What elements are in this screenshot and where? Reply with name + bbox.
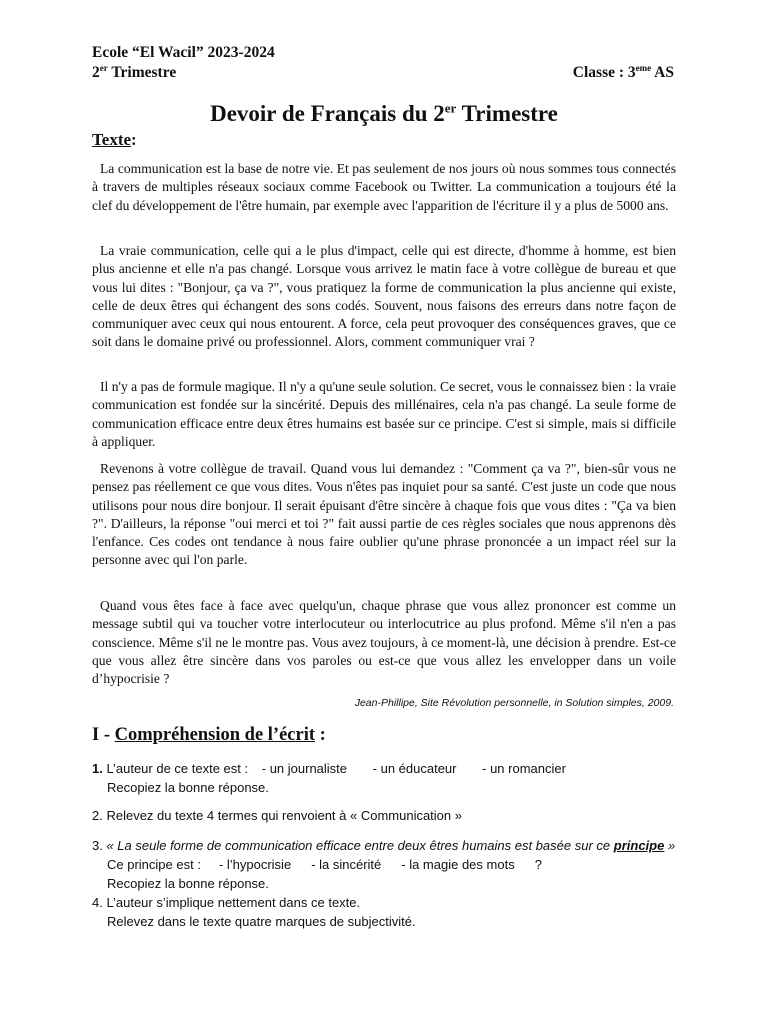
question-number: 1. bbox=[92, 761, 103, 776]
paragraph-5 bbox=[92, 597, 676, 688]
option-romancier: - un romancier bbox=[482, 761, 566, 776]
paragraph-3 bbox=[92, 378, 676, 451]
question-instruction: Relevez dans le texte quatre marques de subjectivité. bbox=[107, 914, 416, 929]
paragraph-text: Revenons à votre collègue de travail. Quand vous lui demandez : "Comment ça va ?", bien-sûr vous ne pensez pas réellement ce que vous dites. Vous n'êtes pas inquiet pour sa santé. C'est juste un code que nous utilisons pour nous dire bonjour. Il serait épuisant d'être sincère à chaque fois que vous dites : "Ça va bien ?". D'ailleurs, la réponse "oui merci et toi ?" fait aussi partie de ces règles sociales que nous apprenons dès l'enfance. Ces codes ont tendance à nous faire oublier qu'une phrase prononcée a un impact réel sur la personne avec qui l'on parle. bbox=[92, 461, 676, 568]
question-prompt: Ce principe est : bbox=[107, 857, 201, 872]
text-label: Texte bbox=[92, 130, 132, 149]
paragraph-text: Quand vous êtes face à face avec quelqu'un, chaque phrase que vous allez prononcer est comme un message subtil qui va toucher votre interlocuteur ou interlocutrice au plus profond. Même s'il n'en a pas conscience. Même s'il ne le montre pas. Vous avez toujours, à ce moment-là, une décision à prendre. Est-ce que vous allez être sincère dans vos paroles ou est-ce que vous allez les envelopper dans un voile d’hypocrisie ? bbox=[92, 598, 676, 687]
question-number: 2. bbox=[92, 808, 103, 823]
option-magie-des-mots: - la magie des mots bbox=[401, 857, 515, 872]
question-text: L’auteur de ce texte est : bbox=[106, 761, 249, 776]
option-sincerite: - la sincérité bbox=[311, 857, 382, 872]
question-text: Relevez du texte 4 termes qui renvoient à « Communication » bbox=[106, 808, 462, 823]
option-educateur: - un éducateur bbox=[372, 761, 457, 776]
option-journaliste: - un journaliste bbox=[261, 761, 348, 776]
title-prefix: Devoir de Français du 2 bbox=[210, 101, 445, 126]
class-prefix: Classe : 3 bbox=[572, 64, 636, 81]
paragraph-1 bbox=[92, 160, 676, 215]
question-2 bbox=[92, 806, 692, 825]
class-suffix: AS bbox=[654, 64, 674, 81]
paragraph-2 bbox=[92, 242, 676, 352]
paragraph-4 bbox=[92, 460, 676, 570]
class-header bbox=[573, 64, 674, 82]
question-4 bbox=[92, 893, 692, 931]
part-title bbox=[92, 725, 326, 746]
page-title bbox=[0, 101, 768, 127]
quote-end: » bbox=[667, 838, 676, 853]
paragraph-text: La vraie communication, celle qui a le plus d'impact, celle qui est directe, d'homme à homme, est bien plus ancienne et elle n'a pas changé. Lorsque vous arrivez le matin face à votre collègue de bureau et que vous lui dites : "Bonjour, ça va ?", vous pratiquez la forme de communication la plus ancienne qui existe, celle de deux êtres qui échangent des sons codés. Souvent, nous faisons des erreurs dans notre façon de communiquer avec ceux qui nous entourent. A force, cela peut provoquer des conséquences graves, que ce soit dans le domaine privé ou professionnel. Alors, comment communiquer vrai ? bbox=[92, 243, 676, 350]
term-sup: er bbox=[99, 62, 108, 73]
question-3 bbox=[92, 836, 692, 893]
title-sup: er bbox=[444, 100, 457, 116]
term-word: Trimestre bbox=[111, 64, 177, 81]
text-label-colon: : bbox=[131, 130, 137, 149]
option-question-mark: ? bbox=[534, 857, 542, 872]
quote-start: « La seule forme de communication efficace entre deux êtres humains est basée sur ce bbox=[106, 838, 611, 853]
class-sup: eme bbox=[635, 62, 652, 73]
question-number: 4. bbox=[92, 895, 103, 910]
quote-keyword: principe bbox=[613, 838, 665, 853]
question-number: 3. bbox=[92, 838, 103, 853]
school-header: Ecole “El Wacil” 2023-2024 bbox=[92, 44, 275, 61]
title-suffix: Trimestre bbox=[461, 101, 558, 126]
question-text: L’auteur s’implique nettement dans ce texte. bbox=[106, 895, 361, 910]
option-hypocrisie: - l’hypocrisie bbox=[218, 857, 292, 872]
paragraph-text: La communication est la base de notre vie. Et pas seulement de nos jours où nous sommes tous connectés à travers de multiples réseaux sociaux comme Facebook ou Twitter. La communication a toujours été la clef du développement de l'être humain, par exemple avec l'apparition de l'écriture il y a plus de 5000 ans. bbox=[92, 161, 676, 213]
question-instruction: Recopiez la bonne réponse. bbox=[107, 876, 269, 891]
term-number: 2 bbox=[92, 64, 100, 81]
text-source: Jean-Phillipe, Site Révolution personnelle, in Solution simples, 2009. bbox=[354, 697, 674, 709]
paragraph-text: Il n'y a pas de formule magique. Il n'y a qu'une seule solution. Ce secret, vous le connaissez bien : la vraie communication est fondée sur la sincérité. Depuis des millénaires, cela n'a pas changé. La seule forme de communication efficace entre deux êtres humains est basée sur ce principe. C'est si simple, mais si difficile à appliquer. bbox=[92, 379, 676, 449]
part-colon: : bbox=[319, 725, 326, 745]
question-1 bbox=[92, 759, 692, 797]
question-line2 bbox=[92, 855, 692, 874]
question-instruction: Recopiez la bonne réponse. bbox=[107, 780, 269, 795]
text-section-label bbox=[92, 130, 137, 150]
part-title-text: Compréhension de l’écrit bbox=[114, 725, 316, 745]
part-numeral: I - bbox=[92, 725, 110, 745]
term-header bbox=[92, 64, 176, 82]
